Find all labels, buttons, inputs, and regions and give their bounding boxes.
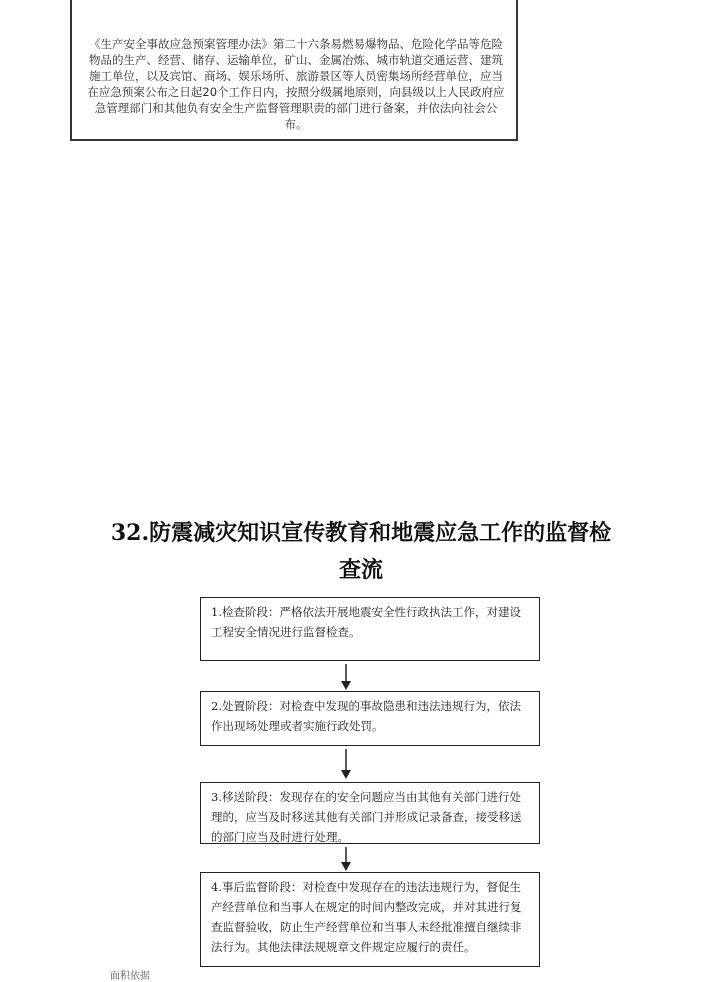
flow-step-inspection: 1.检查阶段：严格依法开展地震安全性行政执法工作，对建设工程安全情况进行监督检查。 — [200, 597, 540, 661]
flow-step-handling: 2.处置阶段：对检查中发现的事故隐患和违法违规行为，依法作出现场处理或者实施行政处罚。 — [200, 691, 540, 746]
down-arrow-icon — [338, 664, 354, 690]
page-footer-fragment: 面积依据 — [110, 971, 150, 982]
notice-text: 《生产安全事故应急预案管理办法》第二十六条易燃易爆物品、危险化学品等危险物品的生产、经营、储存、运输单位，矿山、金属冶炼、城市轨道交通运营、建筑施工单位，以及宾馆、商场、娱乐场所、旅游景区等人员密集场所经营单位，应当在应急预案公布之日起20个工作日内，按照分级属地原则，向县级以上人民政府应急管理部门和其他负有安全生产监督管理职责的部门进行备案，并依法向社会公布。 — [87, 37, 505, 131]
down-arrow-icon — [338, 847, 354, 871]
flow-step-follow-up: 4.事后监督阶段：对检查中发现存在的违法违规行为，督促生产经营单位和当事人在规定的时间内整改完成，并对其进行复查监督验收，防止生产经营单位和当事人未经批准擅自继续非法行为。其他法律法规规章文件规定应履行的责任。 — [200, 872, 540, 967]
section-title-line2: 查流 — [338, 557, 383, 583]
down-arrow-icon — [338, 749, 354, 779]
section-title-line1: 32.防震减灾知识宣传教育和地震应急工作的监督检 — [110, 520, 612, 546]
flow-step-transfer: 3.移送阶段：发现存在的安全问题应当由其他有关部门进行处理的，应当及时移送其他有关部门并形成记录备查，接受移送的部门应当及时进行处理。 — [200, 782, 540, 844]
